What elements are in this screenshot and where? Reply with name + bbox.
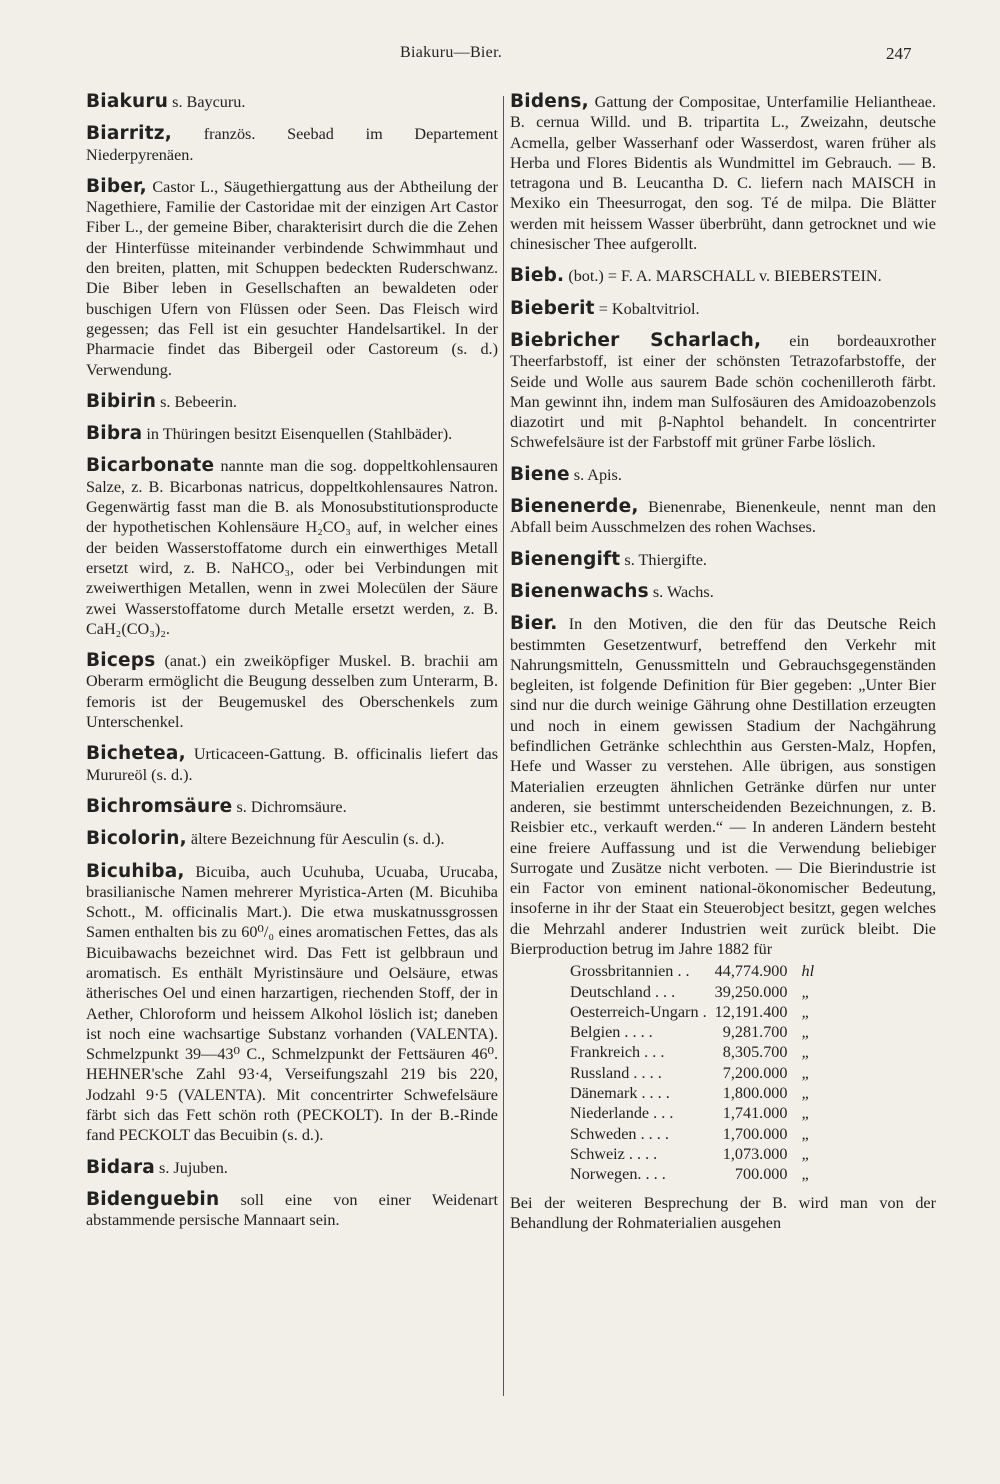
value-cell: 1,741.000 bbox=[722, 1104, 788, 1123]
table-row bbox=[566, 1042, 818, 1062]
entry-bicuhiba: Bicuhiba, Bicuiba, auch Ucuhuba, Ucuaba, Urucaba, brasilianische Namen mehrerer Myristica-Arten (M. Bicuhiba Schott., M. officinalis Mart.). Die etwa muskatnussgrossen Samen enthalten bis zu 60⁰/₀ eines aromatischen Fettes, das als Bicuibawachs bezeichnet wird. Das Fett ist gelbbraun und aromatisch. Es enthält Myristinsäure und Oelsäure, etwas ätherisches Oel und einen harzartigen, riechenden Stoff, der in Aether, Chloroform und heissem Alkohol löslich ist; daneben ist noch eine wachsartige Substanz vorhanden (VALENTA). Schmelzpunkt 39—43⁰ C., Schmelzpunkt der Fettsäuren 46⁰. HEHNER'sche Zahl 93·4, Verseifungszahl 219 bis 220, Jodzahl 9·5 (VALENTA). Mit concentrirter Schwefelsäure färbt sich das Fett schön roth (PECKOLT). In der B.-Rinde fand PECKOLT das Becuibin (s. d.). bbox=[86, 860, 498, 1145]
entry-bidens: Bidens, Gattung der Compositae, Unterfamilie Heliantheae. B. cernua Willd. und B. tripartita L., Zweizahn, deutsche Acmella, gelber Wasserhanf oder Wasserdost, waren früher als Herba und Flores Bidentis als Wundmittel im Gebrauch. — B. tetragona und B. Leucantha D. C. liefern nach MAISCH in Mexiko ein Theesurrogat, den sog. Té de milpa. Die Blätter werden mit heissem Wasser überbrüht, dann getrocknet und wie chinesischer Thee aufgerollt. bbox=[510, 91, 936, 254]
entry-bieberit: Bieberit = Kobaltvitriol. bbox=[510, 297, 700, 319]
unit-cell: „ bbox=[801, 1124, 811, 1143]
value-cell: 8,305.700 bbox=[722, 1043, 788, 1062]
entry-biarritz: Biarritz, französ. Seebad im Departement Niederpyrenäen. bbox=[86, 123, 498, 164]
table-row bbox=[566, 1144, 818, 1164]
entry-biebricher-scharlach: Biebricher Scharlach, ein bordeauxrother Theerfarbstoff, ist einer der schönsten Tetrazofarbstoffe, der Seide und Wolle aus saurem Bade schön cochenilleroth färbt. Man gewinnt ihn, indem man Sulfosäuren des Amidoazobenzols diazotirt und mit β-Naphtol behandelt. In concentrirter Schwefelsäure ist der Farbstoff mit grüner Farbe löslich. bbox=[510, 329, 936, 452]
entry-bienenwachs: Bienenwachs s. Wachs. bbox=[510, 580, 714, 602]
value-cell: 1,800.000 bbox=[722, 1084, 788, 1103]
country-cell: Norwegen. . . . bbox=[570, 1165, 666, 1184]
unit-cell: „ bbox=[801, 1043, 811, 1062]
country-cell: Oesterreich-Ungarn . bbox=[570, 1002, 707, 1021]
beer-production-table bbox=[566, 961, 818, 1184]
entry-biceps: Biceps (anat.) ein zweiköpfiger Muskel. B. brachii am Oberarm ermöglicht die Beugung desselben zum Unterarm, B. femoris ist der Beugemuskel des Oberschenkels zum Unterschenkel. bbox=[86, 650, 498, 732]
column-divider bbox=[503, 96, 504, 1396]
entry-bibra: Bibra in Thüringen besitzt Eisenquellen (Stahlbäder). bbox=[86, 423, 453, 445]
unit-cell: „ bbox=[801, 1104, 811, 1123]
unit-cell: „ bbox=[801, 1002, 811, 1021]
value-cell: 12,191.400 bbox=[714, 1002, 788, 1021]
page-number: 247 bbox=[886, 44, 912, 63]
left-column bbox=[86, 92, 498, 1243]
country-cell: Schweiz . . . . bbox=[570, 1144, 658, 1163]
entry-bienengift: Bienengift s. Thiergifte. bbox=[510, 548, 707, 570]
unit-cell: „ bbox=[801, 1063, 811, 1082]
value-cell: 7,200.000 bbox=[722, 1063, 788, 1082]
unit-cell: hl bbox=[801, 962, 815, 981]
entry-bieb: Bieb. (bot.) = F. A. MARSCHALL v. BIEBERSTEIN. bbox=[510, 265, 882, 287]
table-row bbox=[566, 1083, 818, 1103]
table-row bbox=[566, 1124, 818, 1144]
table-row bbox=[566, 1022, 818, 1042]
closing-paragraph: Bei der weiteren Besprechung der B. wird man von der Behandlung der Rohmaterialien ausgehen bbox=[510, 1193, 936, 1232]
entry-bichromsaeure: Bichromsäure s. Dichromsäure. bbox=[86, 795, 347, 817]
entry-bicolorin: Bicolorin, ältere Bezeichnung für Aesculin (s. d.). bbox=[86, 828, 445, 850]
entry-biene: Biene s. Apis. bbox=[510, 463, 622, 485]
entry-bier: Bier. In den Motiven, die den für das Deutsche Reich bestimmten Gesetzentwurf, betreffend den Verkehr mit Nahrungsmitteln, Genussmitteln und Gebrauchsgegenständen begleiten, ist folgende Definition für Bier gegeben: „Unter Bier sind nur die durch weinige Gährung ohne Destillation erzeugten und noch in einem gewissen Stadium der Nachgährung befindlichen Getränke schlechthin aus Gersten-Malz, Hopfen, Hefe und Wasser zu verstehen. Alle übrigen, aus sonstigen Materialien erzeugten ähnlichen Getränke dürfen nur unter anderen, sie bestimmt unterscheidenden Bezeichnungen, z. B. Reisbier etc., verkauft werden.“ — In anderen Ländern besteht eine freiere Auffassung und ist die Verwendung beliebiger Surrogate und Zusätze nicht verboten. — Die Bierindustrie ist ein Factor von eminent national-ökonomischer Bedeutung, insoferne in ihr der Staat ein Steuerobject besitzt, gegen welches die Mehrzahl anderer Industrien weit zurück bleibt. Die Bierproduction betrug im Jahre 1882 für bbox=[510, 613, 936, 958]
right-column bbox=[510, 92, 936, 1245]
country-cell: Frankreich . . . bbox=[570, 1043, 665, 1062]
entry-bicarbonate: Bicarbonate nannte man die sog. doppeltkohlensauren Salze, z. B. Bicarbonas natricus, doppeltkohlensaures Natron. Gegenwärtig fasst man die B. als Monosubstitutionsproducte der hypothetischen Kohlensäure H₂CO₃ auf, in welcher eines der beiden Wasserstoffatome durch ein einwerthiges Metall ersetzt wird, z. B. NaHCO₃, oder bei Verbindungen mit zweiwerthigen Metallen, wenn in zwei Molecülen der Säure zwei Wasserstoffatome durch Metalle ersetzt werden, z. B. CaH₂(CO₃)₂. bbox=[86, 455, 498, 638]
country-cell: Russland . . . . bbox=[570, 1063, 662, 1082]
page-header bbox=[0, 38, 1000, 68]
value-cell: 1,073.000 bbox=[722, 1144, 788, 1163]
table-row bbox=[566, 1063, 818, 1083]
entry-bienenerde: Bienenerde, Bienenrabe, Bienenkeule, nennt man den Abfall beim Ausschmelzen des rohen Wachses. bbox=[510, 496, 936, 537]
entry-bidenguebin: Bidenguebin soll eine von einer Weidenart abstammende persische Mannaart sein. bbox=[86, 1188, 498, 1230]
entry-bidara: Bidara s. Jujuben. bbox=[86, 1156, 228, 1178]
country-cell: Deutschland . . . bbox=[570, 982, 676, 1001]
country-cell: Niederlande . . . bbox=[570, 1104, 674, 1123]
unit-cell: „ bbox=[801, 1084, 811, 1103]
table-row bbox=[566, 982, 818, 1002]
running-head: Biakuru—Bier. bbox=[400, 44, 503, 61]
table-row bbox=[566, 1103, 818, 1123]
value-cell: 9,281.700 bbox=[722, 1023, 788, 1042]
value-cell: 44,774.900 bbox=[714, 962, 788, 981]
country-cell: Belgien . . . . bbox=[570, 1023, 653, 1042]
value-cell: 39,250.000 bbox=[714, 982, 788, 1001]
entry-biakuru: Biakuru s. Baycuru. bbox=[86, 91, 246, 112]
entry-biber: Biber, Castor L., Säugethiergattung aus der Abtheilung der Nagethiere, Familie der Castoridae mit der einzigen Art Castor Fiber L., der gemeine Biber, charakterisirt durch die die Zehen der Hinterfüsse miteinander verbindende Schwimmhaut und den breiten, platten, mit Schuppen bedeckten Ruderschwanz. Die Biber leben in Gesellschaften an bewaldeten oder buschigen Ufern von Flüssen oder Seen. Das Fleisch wird gegessen; das Fell ist ein gesuchter Handelsartikel. In der Pharmacie findet das Bibergeil oder Castoreum (s. d.) Verwendung. bbox=[86, 175, 498, 379]
unit-cell: „ bbox=[801, 1144, 811, 1163]
country-cell: Grossbritannien . . bbox=[570, 962, 690, 981]
value-cell: 1,700.000 bbox=[722, 1124, 788, 1143]
country-cell: Dänemark . . . . bbox=[570, 1084, 670, 1103]
country-cell: Schweden . . . . bbox=[570, 1124, 669, 1143]
unit-cell: „ bbox=[801, 982, 811, 1001]
entry-bibirin: Bibirin s. Bebeerin. bbox=[86, 390, 237, 412]
unit-cell: „ bbox=[801, 1023, 811, 1042]
table-row bbox=[566, 1002, 818, 1022]
value-cell: 700.000 bbox=[734, 1165, 788, 1184]
table-row bbox=[566, 961, 818, 981]
unit-cell: „ bbox=[801, 1165, 811, 1184]
table-row bbox=[566, 1164, 818, 1184]
entry-bichetea: Bichetea, Urticaceen-Gattung. B. officinalis liefert das Murureöl (s. d.). bbox=[86, 743, 498, 784]
